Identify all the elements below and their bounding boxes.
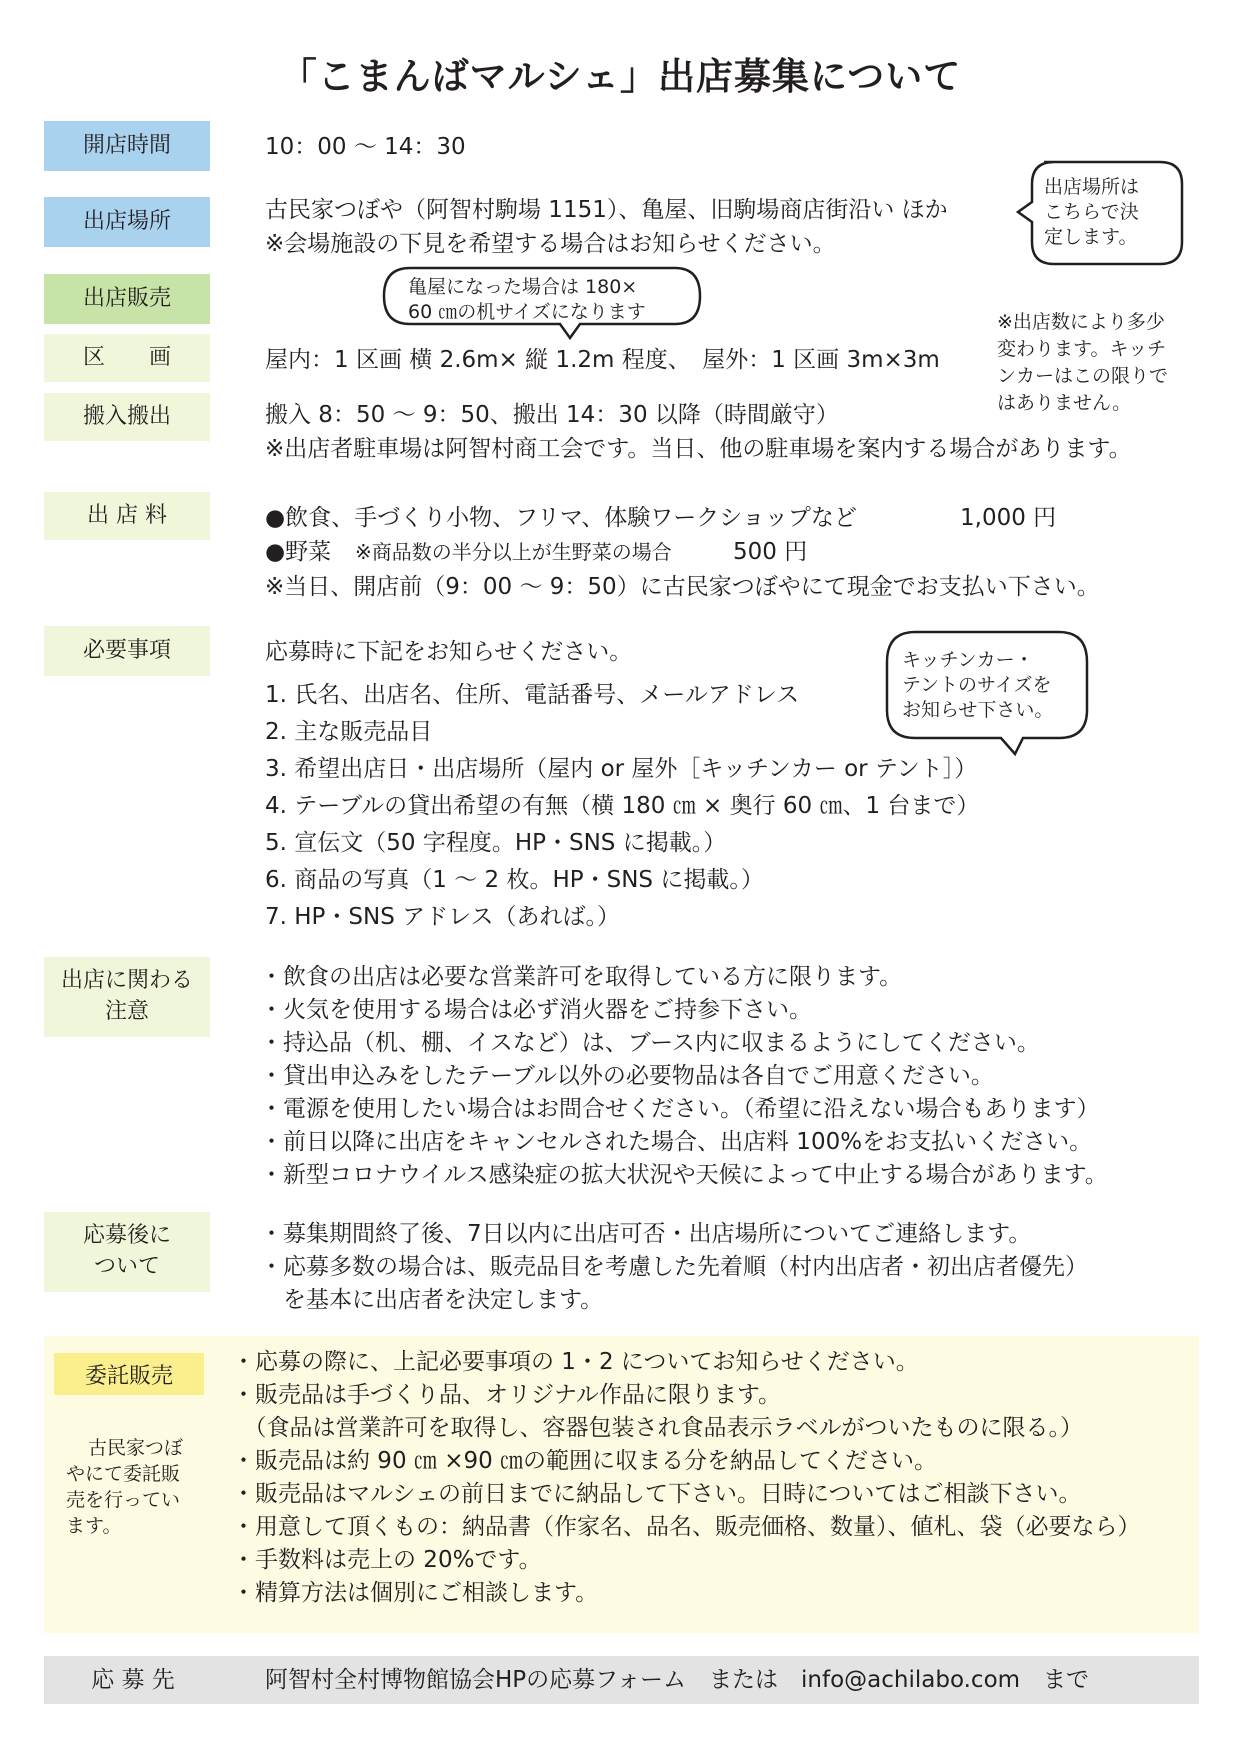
consignment-list (232, 1346, 1141, 1610)
list-item: 6. 商品の写真（1 ～ 2 枚。HP・SNS に掲載。） (265, 867, 764, 893)
fee-item2: ●野菜 (265, 539, 332, 565)
list-item: ・電源を使用したい場合はお問合せください。（希望に沿えない場合もあります） (260, 1096, 1100, 1122)
fee-item2-price: 500 円 (733, 539, 808, 565)
list-item: を基本に出店者を決定します。 (260, 1287, 604, 1313)
page-title: 「こまんばマルシェ」出店募集について (279, 55, 962, 98)
transport-line1: 搬入 8：50 ～ 9：50、搬出 14：30 以降（時間厳守） (265, 402, 839, 428)
kamaya-bubble: 亀屋になった場合は 180× 60 ㎝の机サイズになります (408, 276, 646, 323)
list-item: 1. 氏名、出店名、住所、電話番号、メールアドレス (265, 682, 800, 708)
list-item: ・手数料は売上の 20%です。 (232, 1547, 542, 1573)
required-intro: 応募時に下記をお知らせください。 (265, 639, 633, 665)
location-bubble: 出店場所は こちらで決 定します。 (1044, 176, 1140, 248)
location-line1: 古民家つぼや（阿智村駒場 1151）、亀屋、旧駒場商店街沿い ほか (265, 197, 948, 223)
location-label: 出店場所 (44, 197, 210, 247)
list-item: ・応募の際に、上記必要事項の 1・2 についてお知らせください。 (232, 1349, 919, 1375)
transport-label: 搬入搬出 (44, 393, 210, 441)
list-item: ・販売品は手づくり品、オリジナル作品に限ります。 (232, 1382, 782, 1408)
list-item: ・新型コロナウイルス感染症の拡大状況や天候によって中止する場合があります。 (260, 1162, 1108, 1188)
list-item: ・募集期間終了後、7日以内に出店可否・出店場所についてご連絡します。 (260, 1221, 1032, 1247)
list-item: ・用意して頂くもの：納品書（作家名、品名、販売価格、数量）、値札、袋（必要なら） (232, 1514, 1141, 1540)
fee-note: ※当日、開店前（9：00 ～ 9：50）に古民家つぼやにて現金でお支払い下さい。 (265, 574, 1100, 600)
caution-label: 出店に関わる 注意 (44, 957, 210, 1037)
list-item: ・応募多数の場合は、販売品目を考慮した先着順（村内出店者・初出店者優先） (260, 1254, 1088, 1280)
location-line2: ※会場施設の下見を希望する場合はお知らせください。 (265, 231, 836, 257)
lot-value: 屋内：1 区画 横 2.6m× 縦 1.2m 程度、 屋外：1 区画 3m×3m (265, 347, 940, 373)
contact-value: 阿智村全村博物館協会HPの応募フォーム または info@achilabo.com まで (265, 1667, 1090, 1693)
caution-list (260, 961, 1108, 1192)
hours-label: 開店時間 (44, 121, 210, 171)
list-item: 5. 宣伝文（50 字程度。HP・SNS に掲載。） (265, 830, 727, 856)
after-list (260, 1218, 1088, 1317)
list-item: （食品は営業許可を取得し、容器包装され食品表示ラベルがついたものに限る。） (232, 1415, 1083, 1441)
list-item: 4. テーブルの貸出希望の有無（横 180 ㎝ × 奥行 60 ㎝、1 台まで） (265, 793, 980, 819)
transport-line2: ※出店者駐車場は阿智村商工会です。当日、他の駐車場を案内する場合があります。 (265, 436, 1132, 462)
required-list (265, 677, 979, 936)
consignment-side-note: 古民家つぼ やにて委託販 売を行ってい ます。 (66, 1437, 184, 1537)
list-item: ・販売品は約 90 ㎝ ×90 ㎝の範囲に収まる分を納品してください。 (232, 1448, 938, 1474)
list-item: ・前日以降に出店をキャンセルされた場合、出店料 100%をお支払いください。 (260, 1129, 1093, 1155)
fee-item2-note: ※商品数の半分以上が生野菜の場合 (355, 540, 672, 564)
sales-label: 出店販売 (44, 274, 210, 324)
hours-value: 10：00 ～ 14：30 (265, 134, 466, 160)
list-item: ・火気を使用する場合は必ず消火器をご持参下さい。 (260, 997, 812, 1023)
list-item: 3. 希望出店日・出店場所（屋内 or 屋外［キッチンカー or テント］） (265, 756, 978, 782)
lot-label: 区 画 (44, 334, 210, 382)
list-item: ・持込品（机、棚、イスなど）は、ブース内に収まるようにしてください。 (260, 1030, 1040, 1056)
fee-item1-price: 1,000 円 (960, 505, 1057, 531)
list-item: ・販売品はマルシェの前日までに納品して下さい。日時についてはご相談下さい。 (232, 1481, 1082, 1507)
fee-label: 出 店 料 (44, 492, 210, 540)
consignment-label: 委託販売 (54, 1353, 204, 1395)
list-item: ・精算方法は個別にご相談します。 (232, 1580, 599, 1606)
lot-note: ※出店数により多少 変わります。キッチ ンカーはこの限りで はありません。 (997, 311, 1169, 414)
list-item: 7. HP・SNS アドレス（あれば。） (265, 904, 620, 930)
required-label: 必要事項 (44, 626, 210, 676)
kitchen-bubble: キッチンカー・ テントのサイズを お知らせ下さい。 (902, 649, 1054, 721)
contact-label: 応 募 先 (91, 1667, 175, 1693)
list-item: ・飲食の出店は必要な営業許可を取得している方に限ります。 (260, 964, 903, 990)
after-label: 応募後に ついて (44, 1212, 210, 1292)
list-item: 2. 主な販売品目 (265, 719, 433, 745)
fee-item1: ●飲食、手づくり小物、フリマ、体験ワークショップなど (265, 505, 857, 531)
list-item: ・貸出申込みをしたテーブル以外の必要物品は各自でご用意ください。 (260, 1063, 994, 1089)
